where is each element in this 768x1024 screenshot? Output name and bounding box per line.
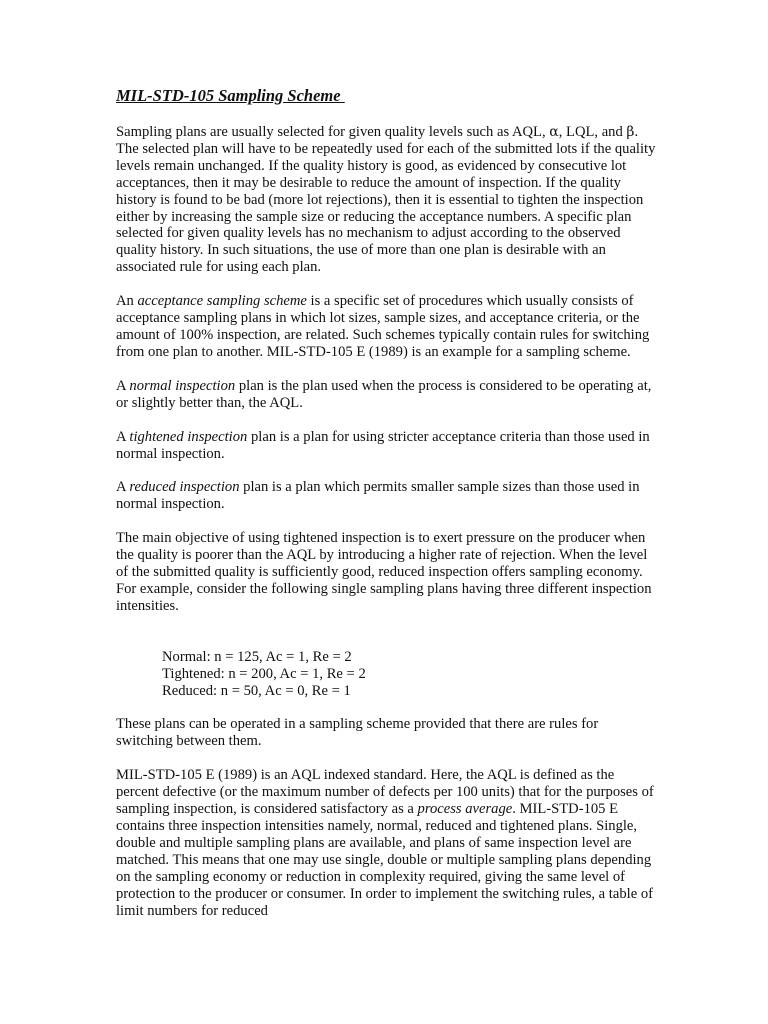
beta-symbol: β [626,124,635,140]
tightened-text-start: A [116,428,130,445]
plan-tightened: Tightened: n = 200, Ac = 1, Re = 2 [162,665,366,682]
plan-reduced: Reduced: n = 50, Ac = 0, Re = 1 [162,682,351,699]
paragraph-normal-inspection [116,378,656,412]
paragraph-intro [116,124,656,276]
document-body [116,86,656,936]
tightened-text-end: plan is a plan for using stricter acceptance criteria than those used in normal inspection. [116,428,650,462]
reduced-text-start: A [116,479,130,496]
paragraph-scheme-definition [116,293,656,361]
intro-text-mid: , LQL, and [558,124,627,140]
aql-text-start: MIL-STD-105 E (1989) is an AQL indexed standard. Here, the AQL is defined as the percent defective (or the maximum number of defects per 100 units) that for the purposes of sampling inspection, is considered satisfactory as a [116,767,654,818]
intro-text-end: . The selected plan will have to be repeatedly used for each of the submitted lots if the quality levels remain unchanged. If the quality history is good, as evidenced by consecutive lot acceptances, then it may be desirable to reduce the amount of inspection. If the quality history is found to be bad (more lot rejections), then it is essential to tighten the inspection either by increasing the sample size or reducing the acceptance numbers. A specific plan selected for given quality levels has no mechanism to adjust according to the observed quality history. In such situations, the use of more than one plan is desirable with an associated rule for using each plan. [116,124,656,276]
paragraph-reduced-inspection [116,479,656,513]
normal-text-start: A [116,377,130,394]
scheme-text-end: is a specific set of procedures which usually consists of acceptance sampling plans in which lot sizes, sample sizes, and acceptance criteria, or the amount of 100% inspection, are related. Such schemes typically contain rules for switching from one plan to another. MIL-STD-105 E (1989) is an example for a sampling scheme. [116,293,650,360]
intro-text-start: Sampling plans are usually selected for given quality levels such as AQL, [116,124,550,140]
sampling-plans-list [162,649,656,700]
paragraph-tightened-inspection [116,429,656,463]
page-title: MIL-STD-105 Sampling Scheme [116,86,345,105]
paragraph-objective: The main objective of using tightened inspection is to exert pressure on the producer when the quality is poorer than the AQL by introducing a higher rate of rejection. When the level of the submitted quality is sufficiently good, reduced inspection offers sampling economy. For example, consider the following single sampling plans having three different inspection intensities. [116,530,652,614]
aql-text-end: . MIL-STD-105 E contains three inspection intensities namely, normal, reduced and tightened plans. Single, double and multiple sampling plans are available, and plans of same inspection level are matched. This means that one may use single, double or multiple sampling plans depending on the sampling economy or reduction in complexity required, giving the same level of protection to the producer or consumer. In order to implement the switching rules, a table of limit numbers for reduced [116,801,653,919]
term-process-average: process average [417,801,513,818]
alpha-symbol: α [549,124,559,140]
term-normal-inspection: normal inspection [129,377,236,394]
normal-text-end: plan is the plan used when the process is considered to be operating at, or slightly better than, the AQL. [116,377,652,411]
plan-normal: Normal: n = 125, Ac = 1, Re = 2 [162,648,352,665]
paragraph-switching: These plans can be operated in a sampling scheme provided that there are rules for switching between them. [116,716,599,750]
term-tightened-inspection: tightened inspection [129,428,248,445]
scheme-text-start: An [116,293,138,310]
term-acceptance-sampling-scheme: acceptance sampling scheme [137,293,307,310]
term-reduced-inspection: reduced inspection [129,479,240,496]
paragraph-aql-standard [116,767,656,919]
reduced-text-end: plan is a plan which permits smaller sample sizes than those used in normal inspection. [116,479,640,513]
